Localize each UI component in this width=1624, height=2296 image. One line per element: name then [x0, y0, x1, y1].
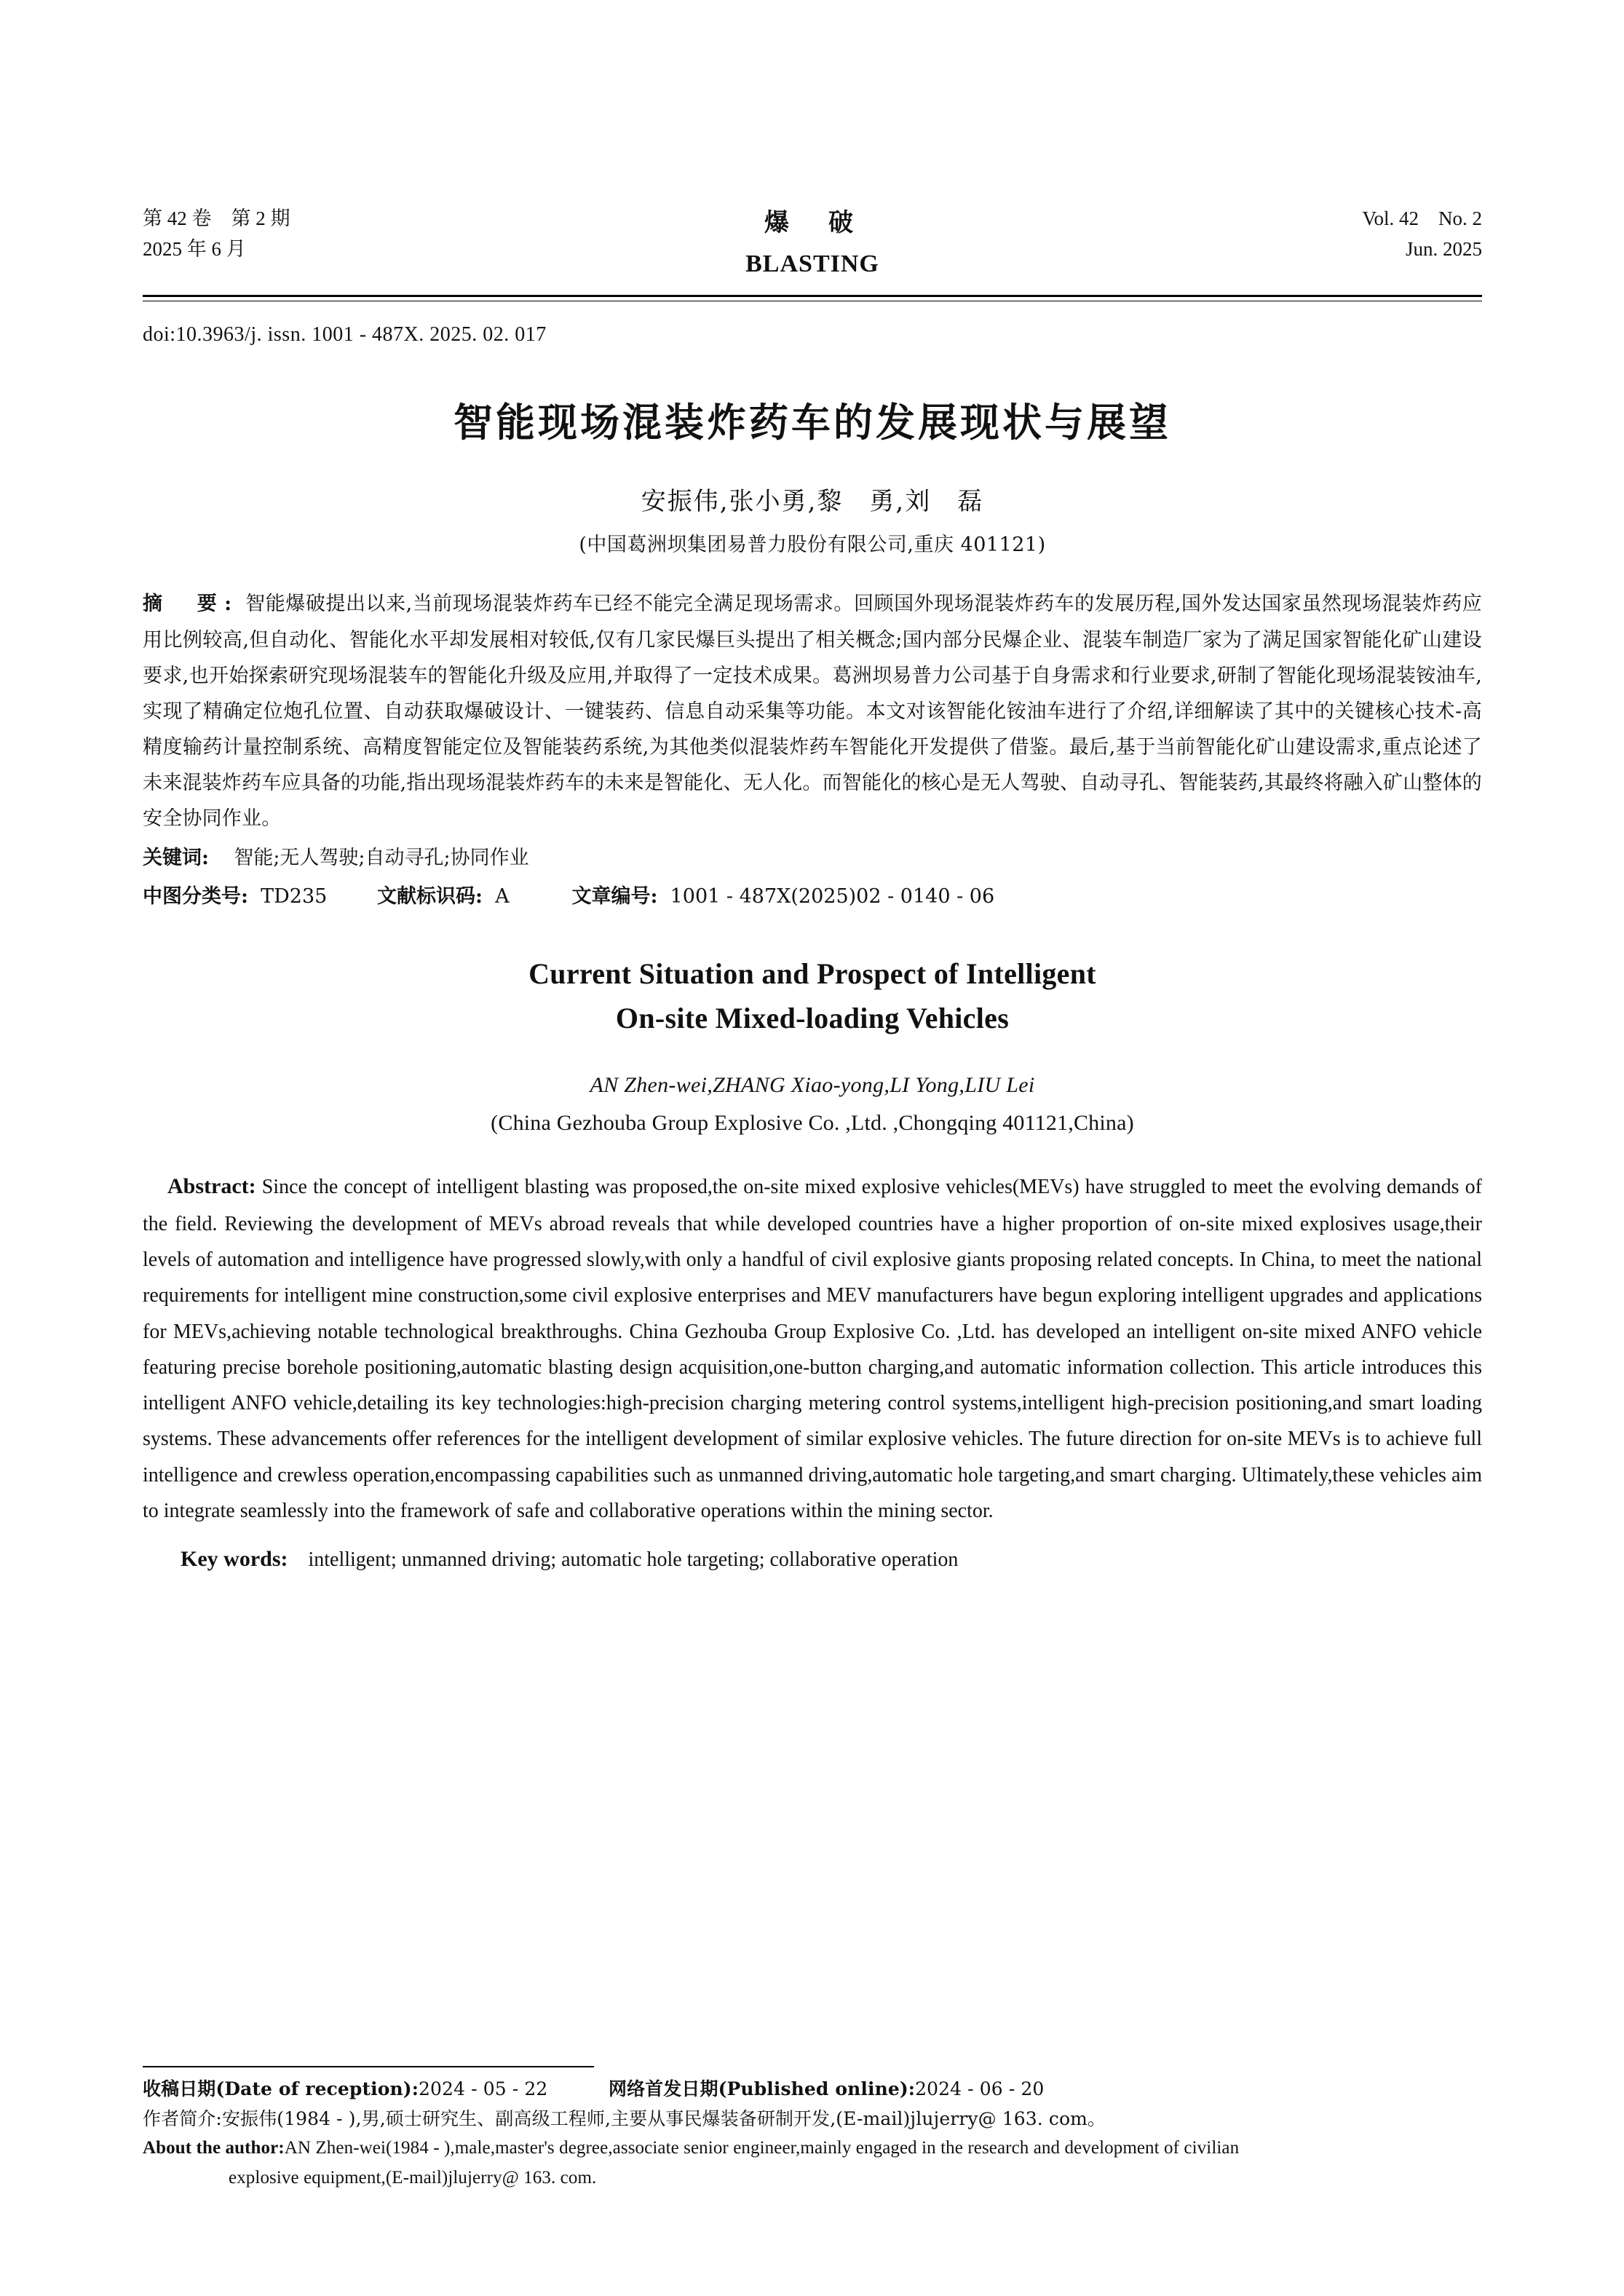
abstract-cn-label: 摘 要: [143, 593, 239, 616]
authors-en: AN Zhen-wei,ZHANG Xiao-yong,LI Yong,LIU Lei [590, 1073, 1035, 1098]
header-rule [143, 295, 1482, 301]
journal-name-cn: 爆 破 [764, 208, 860, 237]
keywords-cn-label: 关键词: [143, 847, 209, 870]
title-en-line1: Current Situation and Prospect of Intelligent [528, 957, 1096, 991]
bio-value: 安振伟(1984 - ),男,硕士研究生、副高级工程师,主要从事民爆装备研制开发,(E-mail)jlujerry@ 163. com。 [221, 2107, 1106, 2129]
affiliation-en: (China Gezhouba Group Explosive Co. ,Ltd. ,Chongqing 401121,China) [491, 1111, 1134, 1136]
date-cn: 2025 年 6 月 [143, 237, 246, 260]
volume-issue-cn: 第 42 卷 第 2 期 [143, 207, 290, 229]
doccode-label: 文献标识码: [377, 884, 483, 908]
keywords-en-label: Key words: [181, 1547, 288, 1572]
abstract-en [143, 1168, 1482, 1529]
abstract-en-label: Abstract: [167, 1174, 256, 1199]
abstract-cn [143, 586, 1482, 836]
about-label: About the author: [143, 2138, 285, 2158]
paper-content [143, 204, 1482, 1577]
footnote-bio-en [143, 2134, 1482, 2164]
bio-label: 作者简介: [143, 2107, 222, 2129]
keywords-cn [143, 841, 1482, 876]
authors-cn: 安振伟,张小勇,黎 勇,刘 磊 [641, 487, 984, 517]
keywords-cn-text: 智能;无人驾驶;自动寻孔;协同作业 [234, 847, 529, 870]
title-en-line2: On-site Mixed-loading Vehicles [615, 1002, 1010, 1035]
online-label: 网络首发日期(Published online): [609, 2078, 916, 2099]
doi-line: doi:10.3963/j. issn. 1001 - 487X. 2025. 02. 017 [143, 323, 547, 347]
journal-name [492, 204, 1133, 283]
page-title-en [143, 952, 1482, 1041]
classification-line [143, 879, 1482, 915]
footnote-bio-cn [143, 2105, 1482, 2134]
abstract-en-text: Since the concept of intelligent blasting was proposed,the on-site mixed explosive vehicles(MEVs) have struggled to meet the evolving demands of the field. Reviewing the development of MEVs abroad reveals that while developed countries have a higher proportion of on-site mixed explosives usage,their levels of automation and intelligence have progressed slowly,with only a handful of civil explosive giants proposing related concepts. In China, to meet the national requirements for intelligent mine construction,some civil explosive enterprises and MEV manufacturers have begun exploring intelligent upgrades and applications for MEVs,achieving notable technological breakthroughs. China Gezhouba Group Explosive Co. ,Ltd. has developed an intelligent on-site mixed ANFO vehicle featuring precise borehole positioning,automatic blasting design acquisition,one-button charging,and automatic information collection. This article introduces this intelligent ANFO vehicle,detailing its key technologies:high-precision charging metering control systems,intelligent high-precision positioning,and smart loading systems. These advancements offer references for the intelligent development of similar explosive vehicles. The future direction for on-site MEVs is to achieve full intelligence and crewless operation,encompassing capabilities such as unmanned driving,automatic hole targeting,and smart charging. Ultimately,these vehicles aim to integrate seamlessly into the framework of safe and collaborative operations within the mining sector. [143, 1176, 1482, 1522]
about-value: AN Zhen-wei(1984 - ),male,master's degree,associate senior engineer,mainly engaged in the research and development of civilian [284, 2138, 1240, 2158]
running-head-right [1133, 204, 1482, 265]
artid-label: 文章编号: [571, 884, 658, 908]
clc-value: TD235 [261, 884, 328, 908]
reception-label: 收稿日期(Date of reception): [143, 2078, 419, 2099]
date-en: Jun. 2025 [1405, 237, 1482, 260]
keywords-en [143, 1540, 1482, 1577]
running-head [143, 204, 1482, 283]
page-title: 智能现场混装炸药车的发展现状与展望 [453, 399, 1171, 446]
volume-issue-en: Vol. 42 No. 2 [1362, 207, 1482, 229]
affiliation-cn: (中国葛洲坝集团易普力股份有限公司,重庆 401121) [579, 534, 1046, 557]
running-head-left [143, 204, 492, 265]
footnote-dates [143, 2075, 1482, 2105]
keywords-en-text: intelligent; unmanned driving; automatic hole targeting; collaborative operation [308, 1548, 959, 1572]
footnote-block [143, 2066, 1482, 2193]
artid-value: 1001 - 487X(2025)02 - 0140 - 06 [670, 884, 995, 908]
reception-value: 2024 - 05 - 22 [419, 2078, 548, 2099]
online-value: 2024 - 06 - 20 [915, 2078, 1045, 2099]
footnote-rule [143, 2066, 594, 2067]
footnote-bio-en-cont: explosive equipment,(E-mail)jlujerry@ 163. com. [229, 2167, 597, 2188]
doccode-value: A [495, 884, 510, 908]
abstract-cn-text: 智能爆破提出以来,当前现场混装炸药车已经不能完全满足现场需求。回顾国外现场混装炸药车的发展历程,国外发达国家虽然现场混装炸药应用比例较高,但自动化、智能化水平却发展相对较低,仅有几家民爆巨头提出了相关概念;国内部分民爆企业、混装车制造厂家为了满足国家智能化矿山建设要求,也开始探索研究现场混装车的智能化升级及应用,并取得了一定技术成果。葛洲坝易普力公司基于自身需求和行业要求,研制了智能化现场混装铵油车,实现了精确定位炮孔位置、自动获取爆破设计、一键装药、信息自动采集等功能。本文对该智能化铵油车进行了介绍,详细解读了其中的关键核心技术-高精度输药计量控制系统、高精度智能定位及智能装药系统,为其他类似混装炸药车智能化开发提供了借鉴。最后,基于当前智能化矿山建设需求,重点论述了未来混装炸药车应具备的功能,指出现场混装炸药车的未来是智能化、无人化。而智能化的核心是无人驾驶、自动寻孔、智能装药,其最终将融入矿山整体的安全协同作业。 [143, 593, 1482, 831]
clc-label: 中图分类号: [143, 884, 248, 908]
journal-name-en: BLASTING [745, 250, 879, 277]
